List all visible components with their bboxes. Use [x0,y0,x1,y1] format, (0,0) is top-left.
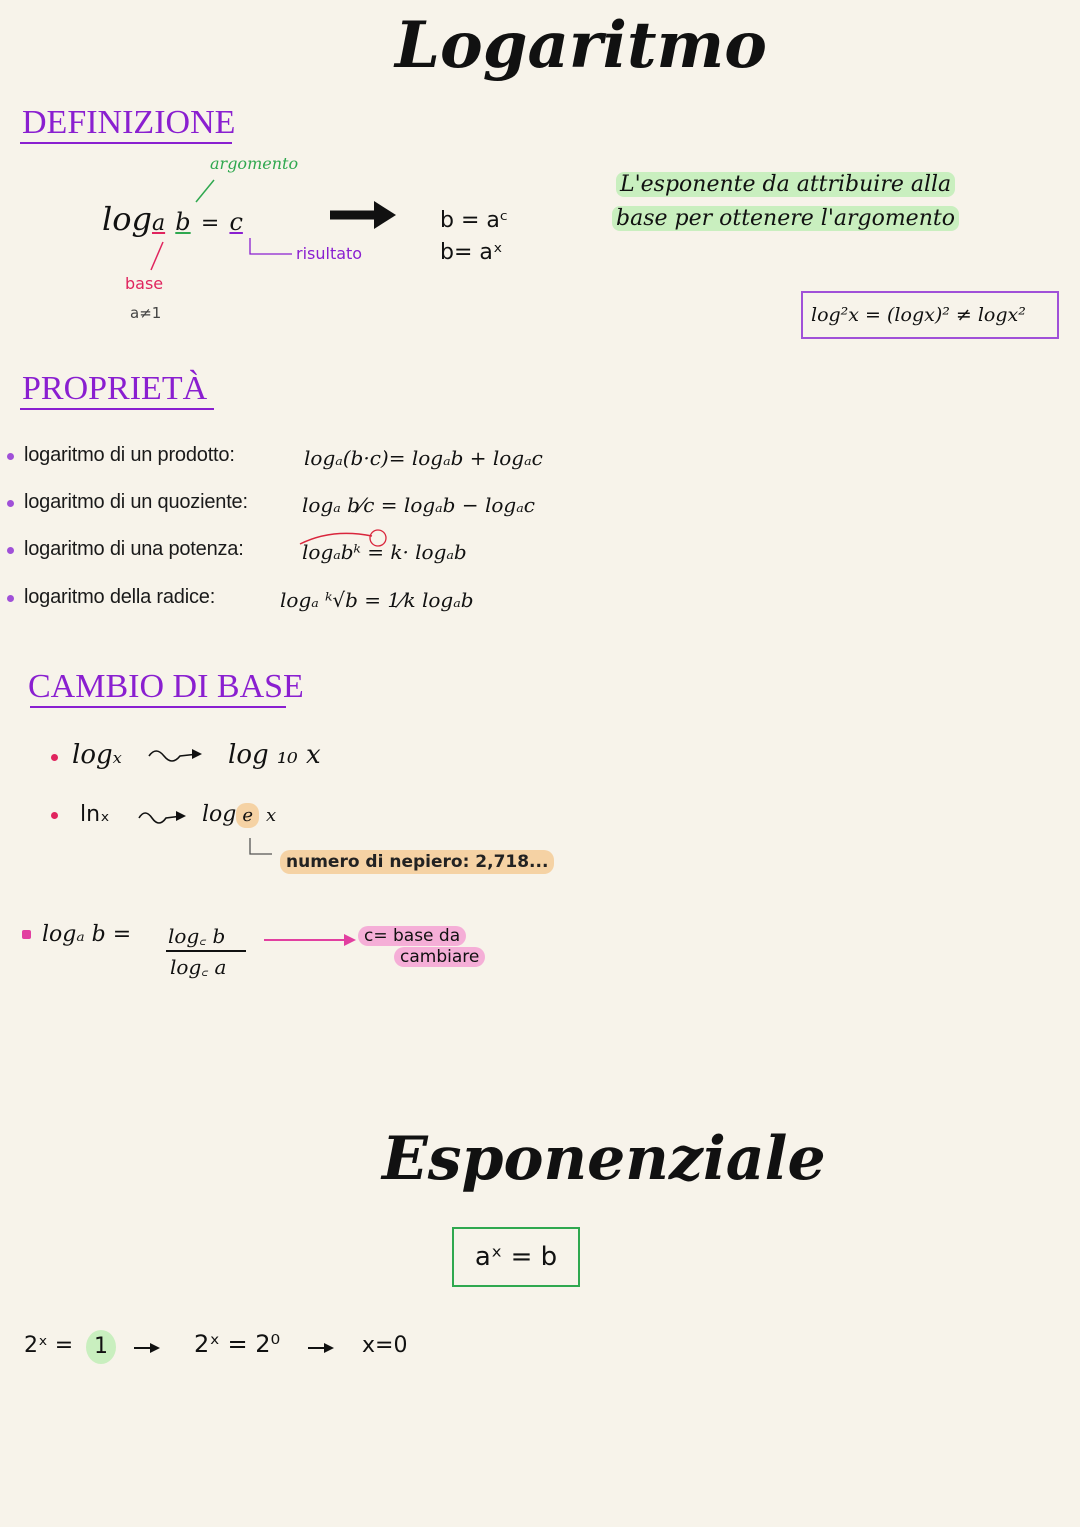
argument-letter: b [175,208,191,236]
label-argomento: argomento [210,154,299,173]
title-logaritmo: Logaritmo [395,8,767,83]
change-base-lhs: logₐ b = [42,922,132,947]
boxed-exponential-equation: aˣ = b [452,1227,580,1287]
explanation-line-1-text: L'esponente da attribuire alla [616,172,955,197]
change-base-note-line-2: cambiare [394,947,485,967]
bullet-dot [7,547,14,554]
base-e: e [236,803,259,828]
prop-formula-radice: logₐ ᵏ√b = 1⁄k logₐb [280,588,474,612]
variable-x: x [266,805,277,826]
section-cambio-base-heading: CAMBIO DI BASE [28,668,304,705]
prop-label-quoziente: logaritmo di un quoziente: [24,491,248,513]
label-base: base [125,274,164,293]
arrow-right-small-icon [132,1340,162,1356]
label-risultato: risultato [296,244,363,263]
explanation-line-2 [612,206,959,231]
condition-a-not-1: a≠1 [130,304,162,322]
prop-label-radice: logaritmo della radice: [24,586,216,608]
section-underline [30,706,286,708]
prop-formula-quoziente: logₐ b⁄c = logₐb − logₐc [302,493,535,517]
base-pointer [145,240,175,274]
pink-arrow-icon [262,930,358,950]
eq-b-a-x: b= aˣ [440,240,503,265]
bullet-dot [7,595,14,602]
squiggle-arrow-icon [146,744,204,764]
cambio-item1-right: log ₁₀ x [228,740,321,770]
log-word: log [102,200,152,238]
change-base-numerator: log꜀ b [168,924,226,948]
example-lhs: 2ˣ = [24,1333,74,1358]
neper-note-text: numero di nepiero: 2,718... [280,850,554,874]
equals: = [200,211,220,236]
eq-b-a-c: b = aᶜ [440,208,509,233]
bullet-dot [51,754,58,761]
neper-pointer [246,836,276,858]
bullet-dot [51,812,58,819]
log-definition [102,200,243,238]
bullet-dot [7,453,14,460]
explanation-line-1 [616,172,955,197]
square-bullet [22,930,31,939]
base-letter: a [151,211,166,236]
arrow-right-small-icon [306,1340,336,1356]
fraction-bar [166,950,246,952]
log-word: log [202,802,237,827]
cambio-item2-left: lnₓ [80,802,110,827]
risultato-pointer [246,236,296,260]
boxed-note-log-squared: log²x = (logx)² ≠ logx² [801,291,1059,339]
change-base-denominator: log꜀ a [170,955,227,979]
example-one-circled [86,1330,116,1364]
change-base-note [358,926,485,968]
title-esponenziale: Esponenziale [382,1124,826,1194]
cambio-item2-right [202,802,276,827]
bullet-dot [7,500,14,507]
squiggle-arrow-icon [136,806,188,826]
result-letter: c [229,208,243,236]
example-step2: 2ˣ = 2⁰ [194,1330,281,1358]
exponent-move-arrow [292,526,388,548]
section-proprieta-heading: PROPRIETÀ [22,370,208,407]
example-result: x=0 [362,1333,408,1358]
cambio-item1-left: logₓ [72,740,122,770]
neper-note [280,852,554,872]
section-definizione-heading: DEFINIZIONE [22,104,236,141]
prop-formula-prodotto: logₐ(b·c)= logₐb + logₐc [304,446,543,470]
example-one: 1 [94,1334,108,1359]
section-underline [20,408,214,410]
section-underline [20,142,232,144]
prop-label-prodotto: logaritmo di un prodotto: [24,444,235,466]
explanation-line-2-text: base per ottenere l'argomento [612,206,959,231]
arrow-right-icon [326,198,398,232]
prop-label-potenza: logaritmo di una potenza: [24,538,244,560]
change-base-note-line-1: c= base da [358,926,466,946]
prop-formula-potenza: logₐbᵏ = k· logₐb [302,540,467,564]
